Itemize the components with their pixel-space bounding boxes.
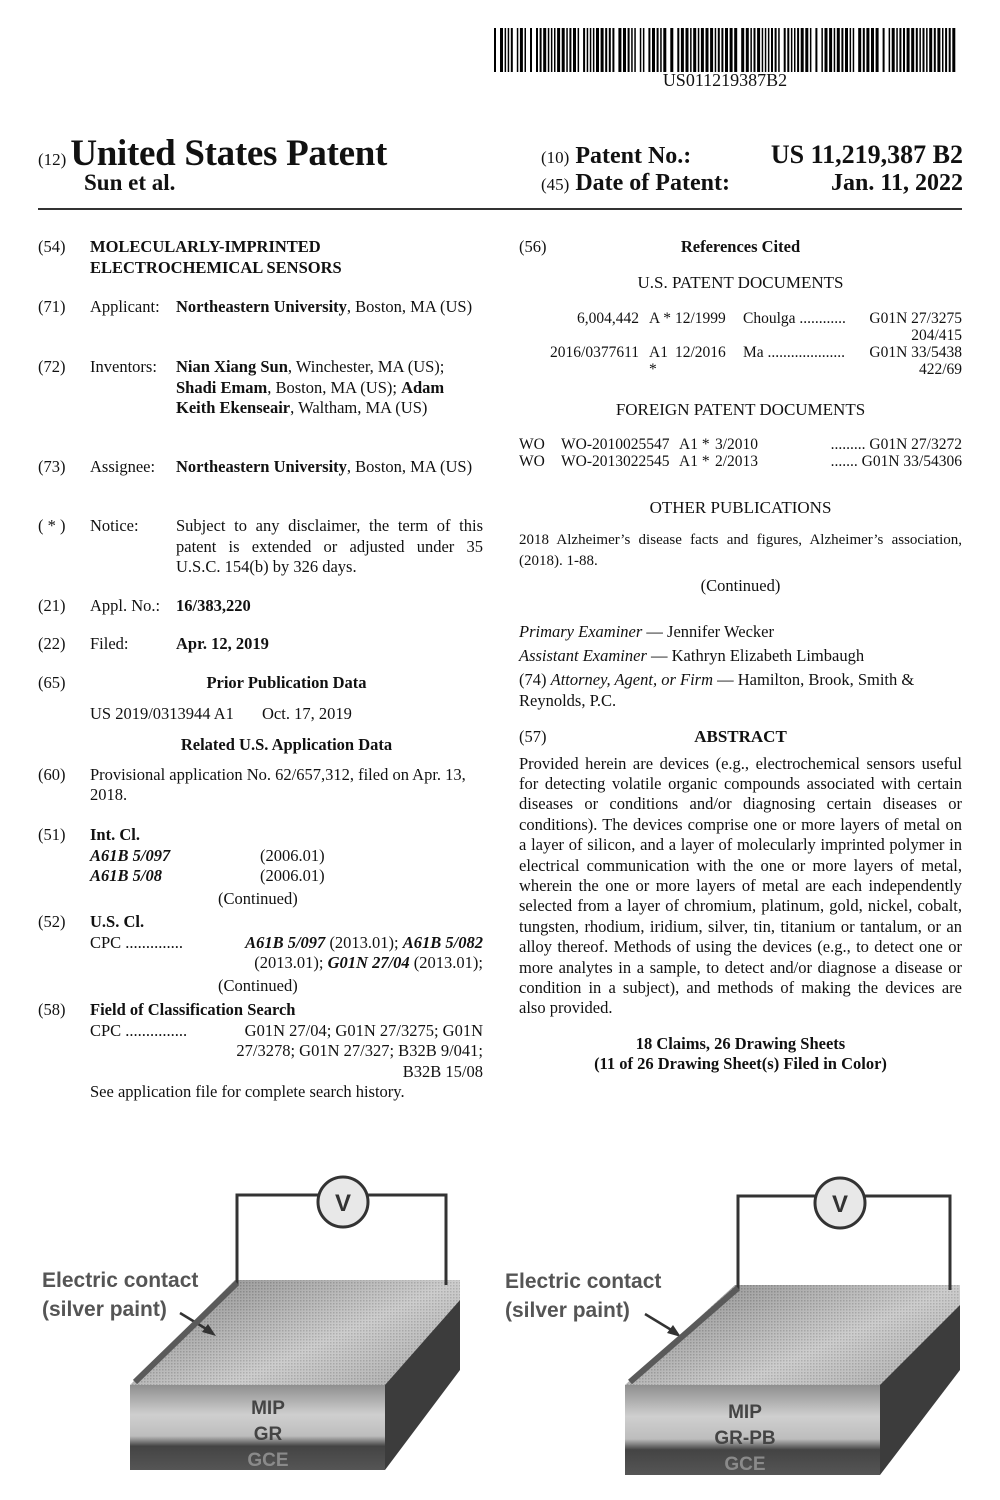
us-references-table [519,310,962,378]
date-code: (45) [541,175,570,194]
barcode-bar [663,28,666,72]
voltmeter-label: V [334,1190,352,1217]
barcode-bar [548,28,550,72]
field-code: (58) [38,1000,66,1019]
type-code: (12) [38,150,67,169]
barcode-bar [784,28,786,72]
notice-section [38,516,483,578]
circuit-wire [237,1195,318,1285]
assistant-examiner-name: — Kathryn Elizabeth Limbaugh [646,646,865,665]
layer-label-gce: GCE [247,1450,289,1471]
barcode-bar [866,28,869,72]
barcode-bar [543,28,546,72]
barcode-bar [660,28,662,72]
other-publication-text: 2018 Alzheimer’s disease facts and figures, Alzheimer’s association, (2018). 1-88. [519,531,962,569]
barcode-bar [583,28,585,72]
barcode-bar [686,28,689,72]
figure-right [495,1150,965,1490]
arrow-head [667,1325,681,1337]
barcode-bar [554,28,556,72]
patent-no-code: (10) [541,148,570,167]
barcode-bar [730,28,733,72]
appl-no-section [38,596,483,617]
barcode-bar [768,28,770,72]
appl-label: Appl. No.: [90,596,161,615]
layer-label-gr: GR [253,1424,283,1445]
barcode-bar [771,28,773,72]
refs-code: (56) [519,237,547,256]
ref-country: WO [519,435,545,453]
contact-label-line2: (silver paint) [42,1298,167,1321]
uscl-version: (2013.01); [409,953,483,972]
field-note: See application file for complete search history. [90,1082,405,1101]
barcode-bars [490,28,960,72]
filed-section [38,634,483,655]
authors: Sun et al. [84,170,176,195]
barcode-bar [871,28,874,72]
contact-label-line2: (silver paint) [505,1299,630,1322]
barcode-bar [520,28,523,72]
uscl-class: A61B 5/097 [245,932,326,952]
barcode-bar [916,28,918,72]
barcode-bar [821,28,823,72]
examiners-section [519,620,962,711]
appl-code: (21) [38,596,66,615]
uscl-class: A61B 5/082 [402,932,483,952]
filed-code: (22) [38,634,66,653]
layer-label-mip: MIP [728,1402,762,1423]
ref-dots: ............ [799,310,846,327]
attorney-label: Attorney, Agent, or Firm [550,670,714,689]
foreign-reference-row [519,436,962,453]
date-label: Date of Patent: [575,170,730,196]
barcode-bar [923,28,925,72]
barcode-bar [863,28,865,72]
intcl-heading: Int. Cl. [90,825,140,844]
applicant-label: Applicant: [90,297,160,316]
barcode-bar [837,28,840,72]
us-reference-row [519,310,962,344]
ref-class: ....... G01N 33/54306 [830,452,962,470]
filed-label: Filed: [90,634,129,653]
related-heading: Related U.S. Application Data [180,735,393,754]
ref-kind: A1 * [679,452,710,470]
barcode-number: US011219387B2 [662,70,788,90]
field-cpc: CPC ............... [90,1020,188,1040]
barcode-bar [551,28,553,72]
barcode-bar [750,28,752,72]
attorney-code: (74) [519,670,547,689]
barcode-bar [698,28,700,72]
barcode-bar [670,28,673,72]
inventor-location: , Boston, MA (US); [267,377,402,397]
barcode-bar [876,28,879,72]
barcode-bar [618,28,621,72]
barcode-bar [754,28,756,72]
applicant-section [38,297,483,318]
field-of-search-section [38,1000,483,1103]
primary-examiner-name: — Jennifer Wecker [642,622,774,641]
contact-label-line1: Electric contact [42,1269,199,1292]
barcode-bar [715,28,717,72]
intcl-continued: (Continued) [218,888,298,908]
barcode-bar [525,28,527,72]
barcode-bar [815,28,817,72]
ref-name: Choulga [743,310,796,327]
contact-label-line1: Electric contact [505,1270,662,1293]
prior-pub-number: US 2019/0313944 A1 [90,703,234,723]
barcode-bar [566,28,568,72]
provisional-text: Provisional application No. 62/657,312, filed on Apr. 13, 2018. [90,764,466,804]
barcode-bar [797,28,799,72]
us-cl-section [38,912,483,996]
barcode-bar [834,28,836,72]
field-heading: Field of Classification Search [90,1000,296,1019]
barcode-bar [596,28,599,72]
notice-label: Notice: [90,516,139,535]
barcode-bar [791,28,793,72]
title-line-2: ELECTROCHEMICAL SENSORS [90,257,342,277]
barcode-bar [569,28,571,72]
primary-examiner-label: Primary Examiner [519,622,643,641]
barcode-bar [631,28,633,72]
assignee-label: Assignee: [90,457,156,476]
barcode-bar [557,28,560,72]
ref-date: 12/2016 [675,344,726,361]
intcl-code: (51) [38,825,66,844]
barcode-bar [657,28,659,72]
layer-label-gce: GCE [724,1454,766,1475]
barcode-bar [829,28,832,72]
barcode-bar [942,28,944,72]
arrow-line [645,1314,673,1331]
sensor-diagram-gr [30,1150,500,1490]
applicant-name: Northeastern University [176,297,347,316]
prior-pub-date: Oct. 17, 2019 [262,703,352,723]
barcode-bar [601,28,604,72]
ref-date: 12/1999 [675,310,726,327]
barcode-bar [907,28,910,72]
patent-number: US 11,219,387 B2 [770,140,963,169]
barcode-bar [926,28,928,72]
ref-country: WO [519,452,545,470]
patent-title-heading: United States Patent [70,133,388,174]
assistant-examiner-label: Assistant Examiner [519,646,647,665]
ref-class: G01N 33/5438 [869,344,962,361]
barcode-bar [573,28,576,72]
barcode-bar [612,28,614,72]
barcode-bar [787,28,789,72]
related-application-section [38,735,483,806]
circuit-wire [865,1196,950,1290]
barcode-bar [757,28,760,72]
ref-date: 3/2010 [715,435,759,453]
ref-dots: .................... [767,344,846,361]
inventor-name: Nian Xiang Sun [176,357,288,376]
patent-no-label: Patent No.: [575,143,692,169]
barcode-bar [810,28,812,72]
intcl-class: A61B 5/097 [90,845,171,865]
other-continued: (Continued) [700,575,781,595]
invention-title [90,237,483,278]
us-patent-documents-heading: U.S. PATENT DOCUMENTS [637,272,844,292]
inventor-name: Shadi Emam [176,377,268,397]
barcode-bar [929,28,932,72]
barcode-bar [634,28,636,72]
barcode-bar [825,28,828,72]
inventor-location: , Waltham, MA (US) [290,398,428,417]
other-publications [519,498,962,596]
field-classes-1: G01N 27/04; G01N 27/3275; G01N [244,1020,483,1040]
barcode-bar [746,28,749,72]
title-section [38,237,483,278]
barcode-bar [721,28,723,72]
notice-text: Subject to any disclaimer, the term of this patent is extended or adjusted under 35 U.S.C. 154(b) by 326 days. [176,516,483,576]
barcode-bar [628,28,630,72]
attorney-name: — Hamilton, Brook, Smith & Reynolds, P.C. [519,670,915,710]
barcode-bar [690,28,692,72]
barcode-bar [762,28,764,72]
barcode-bar [741,28,744,72]
barcode-bar [841,28,843,72]
figure-left [30,1150,500,1490]
barcode-bar [934,28,936,72]
inventor-location: , Winchester, MA (US); [287,357,445,376]
prior-code: (65) [38,673,66,692]
field-classes-2: 27/3278; G01N 27/327; B32B 9/041; [236,1041,483,1060]
abstract-section [519,727,962,1074]
inventors-code: (72) [38,357,66,376]
claims-count: 18 Claims, 26 Drawing Sheets [635,1033,846,1053]
uscl-code: (52) [38,912,66,931]
ref-kind: A1 * [679,435,710,453]
barcode-bar [517,28,519,72]
barcode-bar [911,28,914,72]
barcode-bar [778,28,780,72]
abstract-heading: ABSTRACT [694,727,787,746]
circuit-wire [738,1196,815,1290]
barcode-bar [718,28,720,72]
uscl-cpc: CPC .............. [90,932,184,952]
barcode-bar [693,28,696,72]
barcode-bar [805,28,808,72]
barcode-bar [883,28,885,72]
header-divider [38,208,962,210]
inventors-section [38,357,483,419]
uscl-version: (2013.01); [254,953,328,972]
uscl-version: (2013.01); [325,932,403,952]
other-publications-heading: OTHER PUBLICATIONS [649,498,832,517]
barcode-bar [605,28,607,72]
barcode-bar [919,28,921,72]
ref-class: ......... G01N 27/3272 [830,435,962,453]
voltmeter-label: V [831,1191,849,1218]
color-sheets-note: (11 of 26 Drawing Sheet(s) Filed in Color) [594,1053,887,1073]
barcode-bar [643,28,645,72]
barcode-bar [734,28,737,72]
layer-label-gr-pb: GR-PB [714,1428,776,1449]
barcode-bar [794,28,796,72]
barcode-bar [677,28,679,72]
barcode-bar [648,28,650,72]
barcode-bar [494,28,496,72]
barcode-bar [652,28,655,72]
uscl-continued: (Continued) [218,975,298,995]
barcode-bar [775,28,777,72]
barcode-bar [508,28,510,72]
barcode-bar [536,28,538,72]
barcode-bar [681,28,684,72]
notice-code: ( * ) [38,516,66,535]
ref-number: WO-2013022545 [561,452,670,470]
barcode-bar [587,28,589,72]
title-line-1: MOLECULARLY-IMPRINTED [90,237,321,256]
abstract-text: Provided herein are devices (e.g., electrochemical sensors useful for detecting volatile organic compounds associated with certain diseases or conditions and/or diagnosing certain diseases or conditions). The devices comprise one or more layers of metal on a layer of silicon, and a layer of molecularly imprinted polymer in electrical communication with the one or more layers of metal, wherein the one or more layers of metal are each independently selected from a layer of chromium, platinum, gold, nickel, cobalt, tungsten, rhodium, iridium, silver, tin, titanium or tantalum, or an alloy thereof. Methods of using the devices (e.g., to detect one or more analytes in a sample, to detect and/or diagnose a disease or condition in a subject), and methods of making the devices are also provided. [519,753,962,1018]
circuit-wire [368,1195,446,1285]
ref-class: G01N 27/3275 [869,310,962,327]
references-section [519,237,962,293]
barcode-bar [899,28,901,72]
barcode-bar [701,28,704,72]
barcode-bar [889,28,891,72]
ref-subclass: 204/415 [911,327,962,344]
intcl-version: (2006.01) [260,866,325,885]
barcode-bar [710,28,713,72]
barcode-bar [945,28,947,72]
barcode-bar [853,28,855,72]
barcode-bar [801,28,804,72]
barcode-bar [850,28,852,72]
barcode-bar [540,28,542,72]
foreign-heading: FOREIGN PATENT DOCUMENTS [615,400,866,419]
refs-heading: References Cited [680,237,801,256]
ref-number: 2016/0377611 [550,344,639,361]
field-classes-3: B32B 15/08 [402,1061,483,1081]
barcode-bar [505,28,507,72]
provisional-code: (60) [38,764,66,784]
barcode-bar [609,28,611,72]
patent-type-heading [38,132,387,175]
intcl-class: A61B 5/08 [90,866,162,885]
barcode-bar [949,28,951,72]
assignee-code: (73) [38,457,66,476]
barcode-bar [725,28,728,72]
barcode-bar [590,28,592,72]
applicant-code: (71) [38,297,66,316]
appl-number: 16/383,220 [176,596,251,615]
barcode-bar [640,28,642,72]
patent-date-row [541,170,963,197]
barcode-bar [500,28,503,72]
assignee-name: Northeastern University [176,457,347,476]
inventors-label: Inventors: [90,357,157,376]
applicant-location: , Boston, MA (US) [346,297,473,316]
us-reference-row [519,344,962,378]
barcode-bar [845,28,848,72]
barcode-bar [952,28,955,72]
ref-kind: A * [649,310,671,327]
layer-label-mip: MIP [251,1398,285,1419]
intcl-version: (2006.01) [260,845,325,865]
prior-publication-section [38,673,483,724]
ref-kind: A1 * [649,344,668,378]
barcode-bar [511,28,513,72]
assignee-section [38,457,483,478]
foreign-reference-row [519,453,962,470]
inventor-name: Adam Keith Ekenseair [176,377,445,417]
assignee-location: , Boston, MA (US) [346,457,473,476]
barcode-bar [562,28,565,72]
ref-number: WO-2010025547 [561,435,670,453]
foreign-references [519,400,962,470]
barcode-bar [593,28,595,72]
patent-number-row [541,140,963,170]
ref-number: 6,004,442 [577,310,639,327]
barcode-bar [937,28,940,72]
barcode-bar [903,28,905,72]
abstract-code: (57) [519,727,547,746]
barcode-bar [623,28,626,72]
barcode-bar [578,28,580,72]
barcode-bar [530,28,532,72]
barcode-bar [896,28,898,72]
ref-subclass: 422/69 [918,361,962,378]
barcode-bar [892,28,895,72]
filed-date: Apr. 12, 2019 [176,634,269,653]
title-code: (54) [38,237,66,256]
uscl-heading: U.S. Cl. [90,912,145,931]
ref-date: 2/2013 [715,452,759,470]
patent-date: Jan. 11, 2022 [830,170,963,196]
ref-name: Ma [743,344,764,361]
barcode [490,28,960,72]
int-cl-section [38,825,483,909]
prior-heading: Prior Publication Data [206,673,367,692]
barcode-bar [765,28,767,72]
barcode-bar [858,28,861,72]
barcode-bar [706,28,709,72]
uscl-class: G01N 27/04 [327,953,410,972]
sensor-diagram-gr-pb [495,1150,965,1490]
